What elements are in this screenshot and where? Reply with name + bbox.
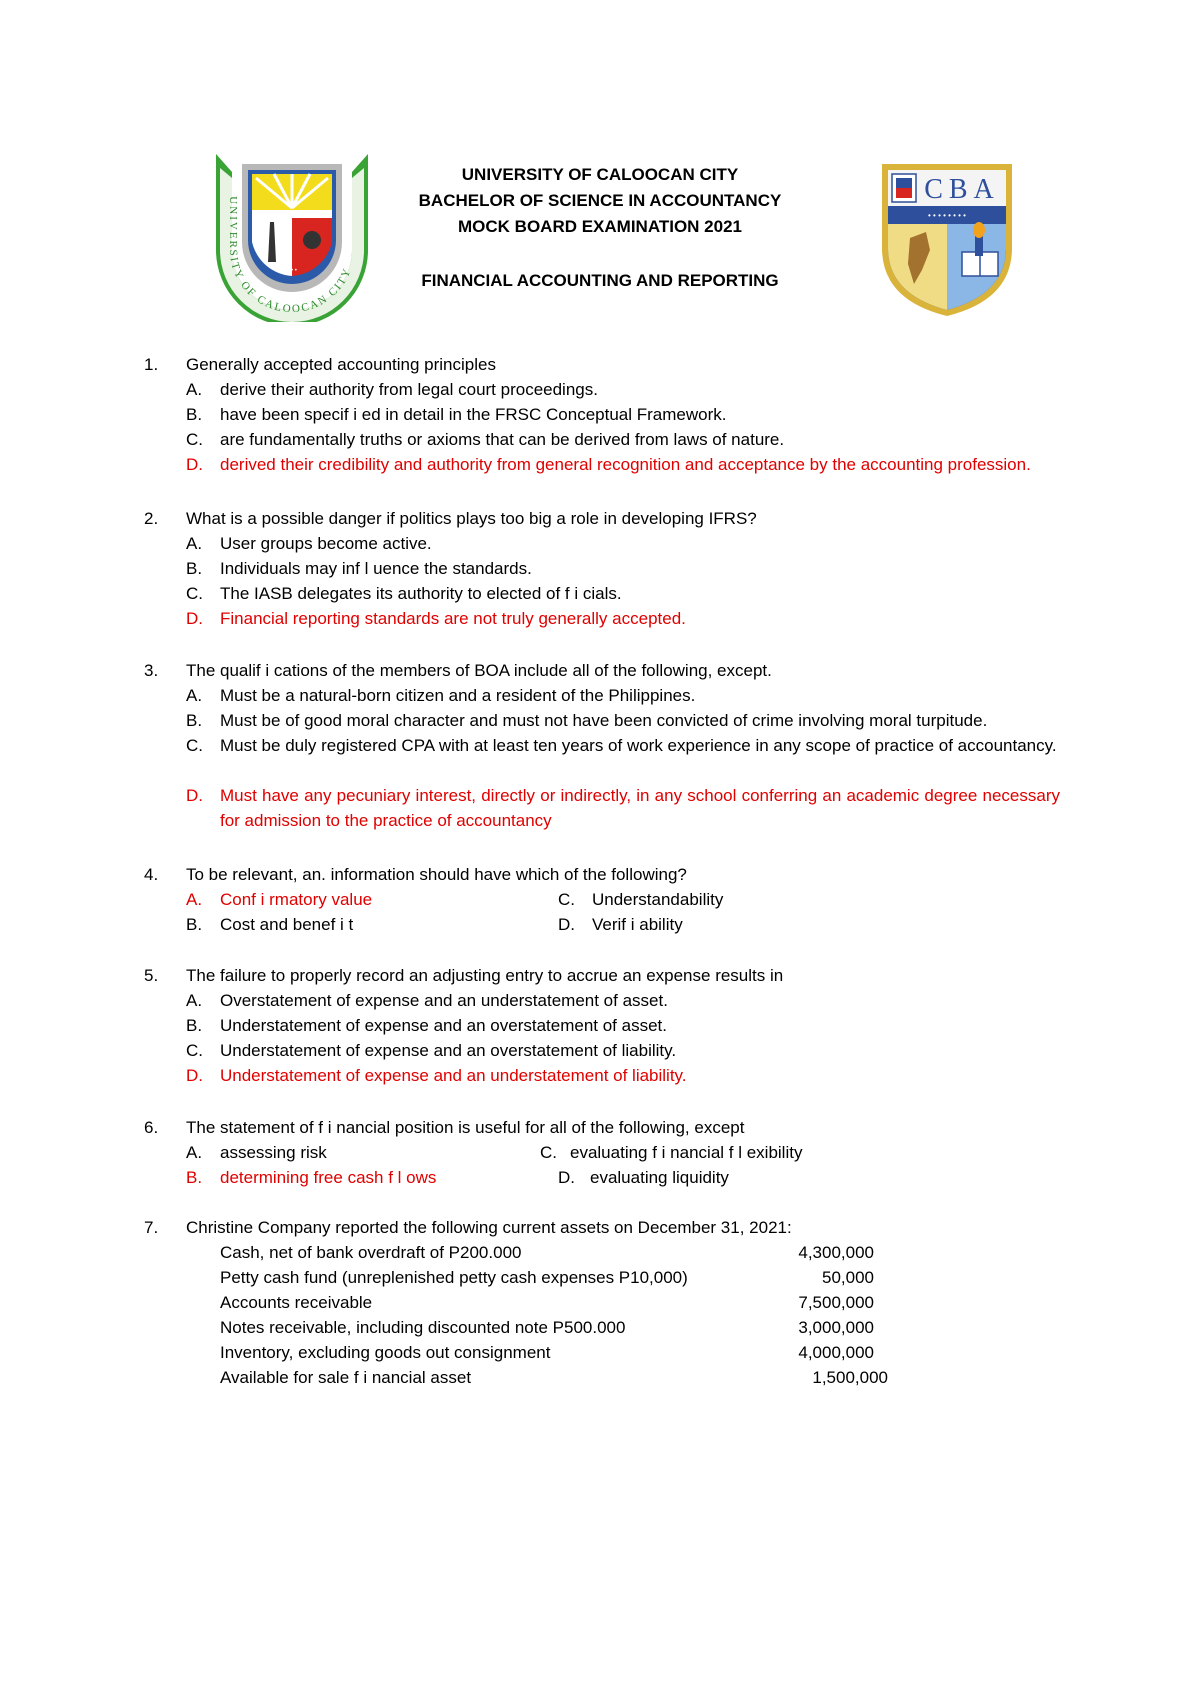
options-row-1: [144, 1140, 1064, 1165]
option-a: A. User groups become active.: [186, 534, 432, 553]
question-number: 3.: [144, 661, 159, 680]
question-text: The statement of f i nancial position is useful for all of the following, except: [186, 1118, 745, 1137]
option-b-text: Cost and benef i t: [220, 915, 354, 934]
asset-row: Accounts receivable 7,500,000: [220, 1293, 874, 1312]
question-2: [144, 506, 1064, 631]
question-number: 2.: [144, 509, 159, 528]
question-3: [144, 658, 1064, 833]
university-name: UNIVERSITY OF CALOOCAN CITY: [461, 165, 739, 184]
exam-title: MOCK BOARD EXAMINATION 2021: [458, 217, 742, 236]
subject-title: FINANCIAL ACCOUNTING AND REPORTING: [421, 271, 779, 290]
option-d-letter: D.: [558, 1168, 575, 1187]
option-b: B. have been specif i ed in detail in the FRSC Conceptual Framework.: [186, 405, 727, 424]
question-number: 1.: [144, 355, 159, 374]
option-c-letter: C.: [540, 1143, 557, 1162]
svg-text:UNIVERSITY OF CALOOCAN CITY: UNIVERSITY OF CALOOCAN CITY: [226, 196, 354, 316]
question-number: 6.: [144, 1118, 159, 1137]
option-a: A. Overstatement of expense and an understatement of asset.: [186, 991, 668, 1010]
options-row-2: [144, 1165, 1064, 1190]
question-text: Generally accepted accounting principles: [186, 355, 496, 374]
option-c: C. Must be duly registered CPA with at least ten years of work experience in any scope of practice of accountancy.: [186, 736, 1057, 755]
question-number: 7.: [144, 1218, 159, 1237]
question-7: [144, 1215, 1064, 1390]
option-c-text: Understandability: [592, 890, 724, 909]
option-d-answer: D. derived their credibility and authority from general recognition and acceptance by the accounting profession.: [186, 455, 1031, 474]
option-c-text: evaluating f i nancial f l exibility: [570, 1143, 803, 1162]
option-d-answer: D. Financial reporting standards are not truly generally accepted.: [186, 609, 686, 628]
option-b-letter: B.: [186, 915, 203, 934]
question-number: 5.: [144, 966, 159, 985]
option-c-letter: C.: [558, 890, 575, 909]
cba-logo: [872, 160, 1022, 320]
asset-row: Notes receivable, including discounted note P500.000 3,000,000: [220, 1318, 874, 1337]
exam-header: [380, 162, 820, 294]
cba-letters: CBA: [924, 174, 1000, 205]
question-1: [144, 352, 1064, 477]
university-seal-logo: [212, 150, 372, 322]
option-b: B. Understatement of expense and an overstatement of asset.: [186, 1016, 667, 1035]
option-d-text: Verif i ability: [592, 915, 683, 934]
question-text: What is a possible danger if politics plays too big a role in developing IFRS?: [186, 509, 757, 528]
asset-row: Cash, net of bank overdraft of P200.000 4,300,000: [220, 1243, 874, 1262]
option-b: B. Must be of good moral character and must not have been convicted of crime involving moral turpitude.: [186, 711, 988, 730]
option-a: A. derive their authority from legal court proceedings.: [186, 380, 598, 399]
option-a-text-answer: Conf i rmatory value: [220, 890, 373, 909]
option-d-letter: D.: [558, 915, 575, 934]
option-a-letter-answer: A.: [186, 890, 203, 909]
question-5: [144, 963, 1064, 1088]
asset-row: Inventory, excluding goods out consignment 4,000,000: [220, 1343, 874, 1362]
question-number: 4.: [144, 865, 159, 884]
option-c: C. The IASB delegates its authority to elected of f i cials.: [186, 584, 622, 603]
asset-row: Available for sale f i nancial asset 1,500,000: [220, 1368, 888, 1387]
option-a-text: assessing risk: [220, 1143, 327, 1162]
options-row-1: [144, 887, 1064, 912]
option-c: C. Understatement of expense and an overstatement of liability.: [186, 1041, 677, 1060]
question-6: [144, 1115, 1064, 1190]
option-d-answer: D. Must have any pecuniary interest, directly or indirectly, in any school conferring an academic degree necessary for admission to the practice of accountancy: [186, 786, 1060, 830]
asset-row: Petty cash fund (unreplenished petty cash expenses P10,000) 50,000: [220, 1268, 874, 1287]
option-d-answer: D. Understatement of expense and an understatement of liability.: [186, 1066, 687, 1085]
options-row-2: [144, 912, 1064, 937]
question-text: To be relevant, an. information should have which of the following?: [186, 865, 687, 884]
question-text: Christine Company reported the following current assets on December 31, 2021:: [186, 1218, 792, 1237]
option-b: B. Individuals may inf l uence the standards.: [186, 559, 532, 578]
question-text: The failure to properly record an adjusting entry to accrue an expense results in: [186, 966, 784, 985]
question-text: The qualif i cations of the members of BOA include all of the following, except.: [186, 661, 772, 680]
svg-text:• • •: • • •: [287, 268, 297, 274]
option-c: C. are fundamentally truths or axioms that can be derived from laws of nature.: [186, 430, 785, 449]
option-a: A. Must be a natural-born citizen and a resident of the Philippines.: [186, 686, 696, 705]
option-b-text-answer: determining free cash f l ows: [220, 1168, 437, 1187]
option-b-letter-answer: B.: [186, 1168, 203, 1187]
option-a-letter: A.: [186, 1143, 203, 1162]
program-name: BACHELOR OF SCIENCE IN ACCOUNTANCY: [418, 191, 782, 210]
question-4: [144, 862, 1064, 937]
svg-text:• • • • • • • •: • • • • • • • •: [928, 211, 966, 220]
option-d-text: evaluating liquidity: [590, 1168, 729, 1187]
